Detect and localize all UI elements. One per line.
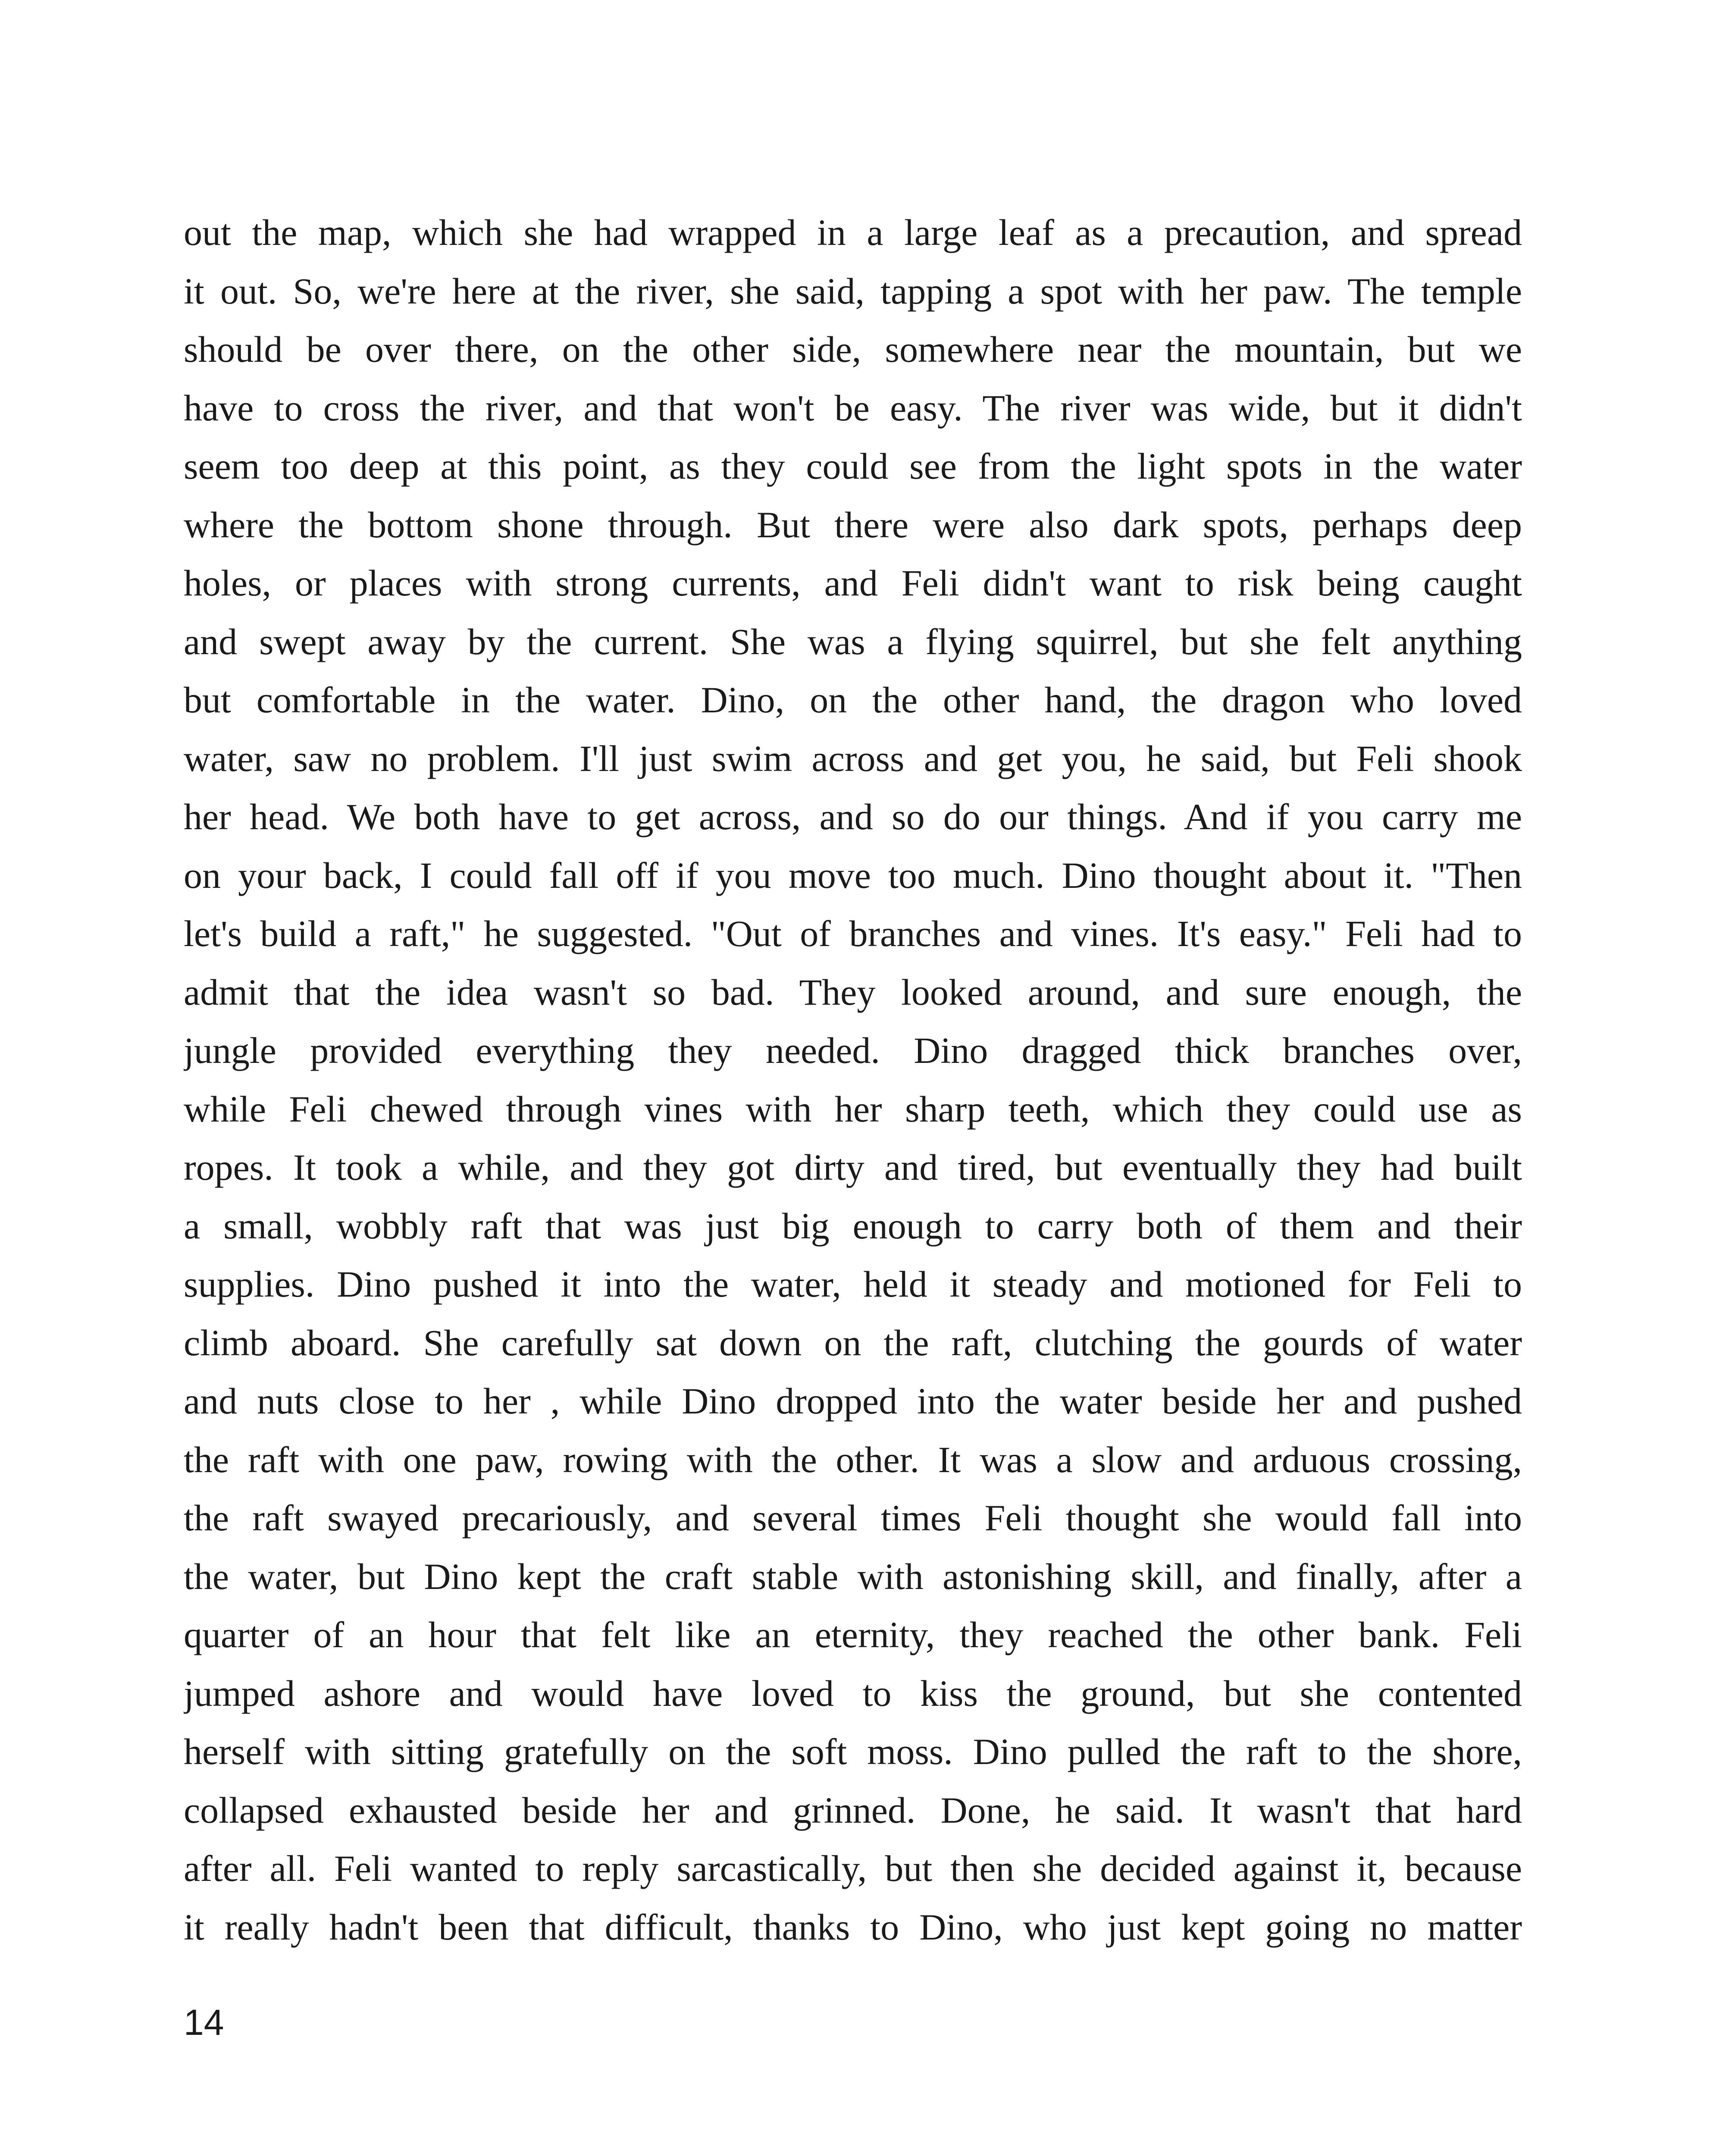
text-line: it out. So, we're here at the river, she said, tapping a spot with her paw. The temple <box>184 270 1522 312</box>
text-line: the raft swayed precariously, and several times Feli thought she would fall into <box>184 1497 1522 1539</box>
text-line: holes, or places with strong currents, and Feli didn't want to risk being caught <box>184 562 1522 604</box>
text-line: climb aboard. She carefully sat down on the raft, clutching the gourds of water <box>184 1322 1522 1363</box>
body-paragraph <box>184 204 1522 1956</box>
text-line: collapsed exhausted beside her and grinned. Done, he said. It wasn't that hard <box>184 1789 1522 1831</box>
text-line: quarter of an hour that felt like an eternity, they reached the other bank. Feli <box>184 1614 1522 1655</box>
text-line: have to cross the river, and that won't be easy. The river was wide, but it didn't <box>184 387 1522 429</box>
text-line: let's build a raft," he suggested. "Out of branches and vines. It's easy." Feli had to <box>184 913 1522 954</box>
text-line: seem too deep at this point, as they could see from the light spots in the water <box>184 445 1522 487</box>
text-line: her head. We both have to get across, and so do our things. And if you carry me <box>184 796 1522 837</box>
text-line: out the map, which she had wrapped in a large leaf as a precaution, and spread <box>184 212 1522 253</box>
text-line: jungle provided everything they needed. Dino dragged thick branches over, <box>184 1030 1522 1071</box>
text-line: and swept away by the current. She was a flying squirrel, but she felt anything <box>184 620 1522 662</box>
text-line: while Feli chewed through vines with her sharp teeth, which they could use as <box>184 1088 1522 1130</box>
page-number: 14 <box>184 2002 224 2043</box>
text-line: jumped ashore and would have loved to kiss the ground, but she contented <box>184 1672 1522 1714</box>
text-line: it really hadn't been that difficult, thanks to Dino, who just kept going no matter <box>184 1906 1522 1948</box>
text-line: and nuts close to her , while Dino dropped into the water beside her and pushed <box>184 1380 1522 1422</box>
text-line: ropes. It took a while, and they got dirty and tired, but eventually they had built <box>184 1147 1522 1188</box>
text-line: a small, wobbly raft that was just big enough to carry both of them and their <box>184 1205 1522 1247</box>
text-line: should be over there, on the other side, somewhere near the mountain, but we <box>184 329 1522 370</box>
text-line: but comfortable in the water. Dino, on the other hand, the dragon who loved <box>184 679 1522 721</box>
text-line: admit that the idea wasn't so bad. They looked around, and sure enough, the <box>184 971 1522 1013</box>
text-line: the raft with one paw, rowing with the other. It was a slow and arduous crossing, <box>184 1438 1522 1480</box>
text-line: water, saw no problem. I'll just swim across and get you, he said, but Feli shook <box>184 737 1522 779</box>
text-line: after all. Feli wanted to reply sarcastically, but then she decided against it, because <box>184 1848 1522 1889</box>
text-line: where the bottom shone through. But there were also dark spots, perhaps deep <box>184 504 1522 545</box>
text-line: the water, but Dino kept the craft stable with astonishing skill, and finally, after a <box>184 1555 1522 1597</box>
text-line: supplies. Dino pushed it into the water, held it steady and motioned for Feli to <box>184 1263 1522 1305</box>
text-line: herself with sitting gratefully on the soft moss. Dino pulled the raft to the shore, <box>184 1731 1522 1772</box>
text-line: on your back, I could fall off if you move too much. Dino thought about it. "Then <box>184 854 1522 896</box>
